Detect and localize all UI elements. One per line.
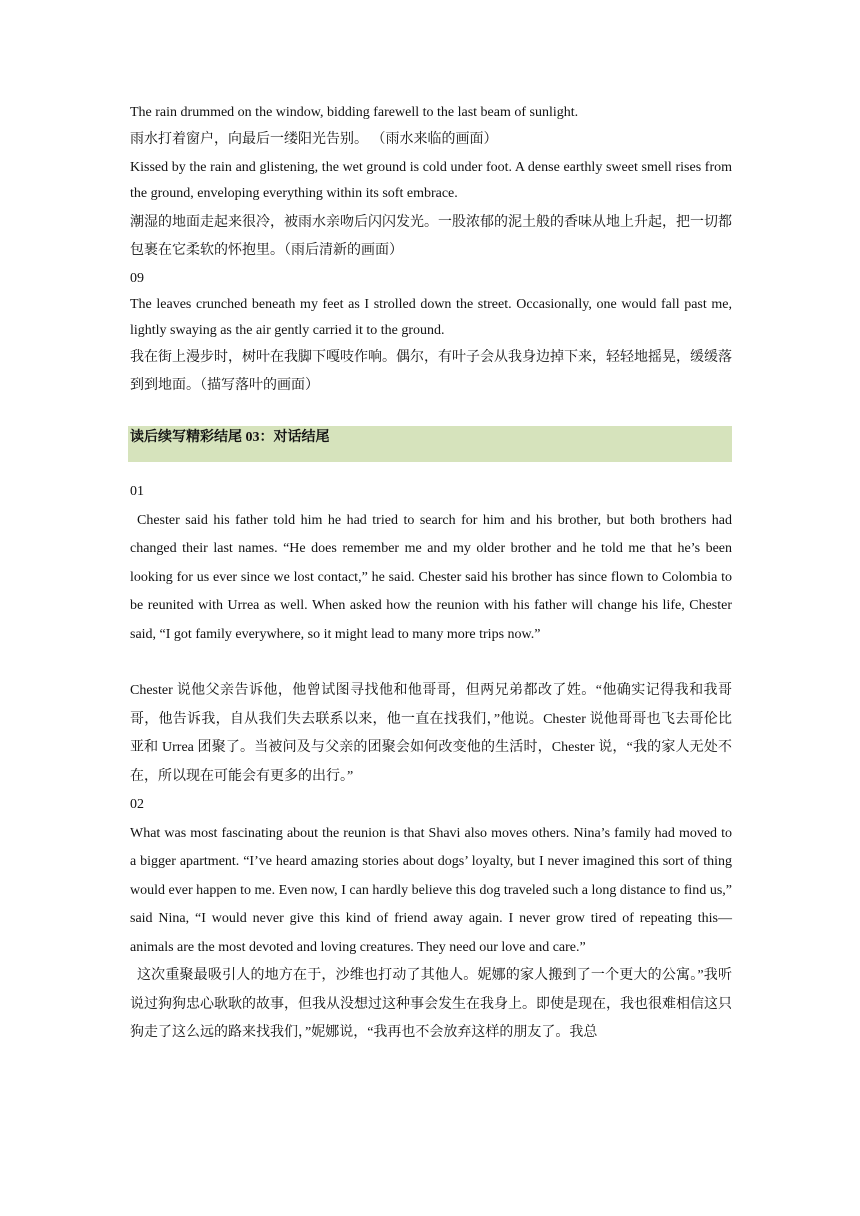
paragraph-01-zh: Chester 说他父亲告诉他，他曾试图寻找他和他哥哥，但两兄弟都改了姓。“他确实记得我和我哥哥，他告诉我，自从我们失去联系以来，他一直在找我们，”他说。Chester 说他哥哥也飞去哥伦比亚和 Urrea 团聚了。当被问及与父亲的团聚会如何改变他的生活时，Chester 说，“我的家人无处不在，所以现在可能会有更多的出行。”	[130, 683, 732, 784]
paragraph-leaves-zh: 我在街上漫步时，树叶在我脚下嘎吱作响。偶尔，有叶子会从我身边掉下来，轻轻地摇晃，缓缓落到到地面。（描写落叶的画面）	[130, 350, 732, 393]
section-header	[128, 426, 732, 462]
section-title: 读后续写精彩结尾 03：对话结尾	[130, 430, 330, 445]
paragraph-02-en: What was most fascinating about the reunion is that Shavi also moves others. Nina’s family had moved to a bigger apartment. “I’ve heard amazing stories about dogs’ loyalty, but I never imagined this sort of thing would ever happen to me. Even now, I can hardly believe this dog traveled such a long distance to find us,” said Nina, “I would never give this kind of friend away again. I never grow tired of repeating this—animals are the most devoted and loving creatures. They need our love and care.”	[130, 825, 732, 955]
paragraph-01-en: Chester said his father told him he had tried to search for him and his brother, but both brothers had changed their last names. “He does remember me and my older brother and he told me that he’s been looking for us ever since we lost contact,” he said. Chester said his brother has since flown to Colombia to be reunited with Urrea as well. When asked how the reunion with his father will change his life, Chester said, “I got family everywhere, so it might lead to many more trips now.”	[130, 512, 732, 642]
dialogue-endings-block	[130, 478, 732, 1048]
paragraph-ground-en: Kissed by the rain and glistening, the wet ground is cold under foot. A dense earthly sweet smell rises from the ground, enveloping everything within its soft embrace.	[130, 160, 732, 201]
paragraph-02-zh: 这次重聚最吸引人的地方在于，沙维也打动了其他人。妮娜的家人搬到了一个更大的公寓。”我听说过狗狗忠心耿耿的故事，但我从没想过这种事会发生在我身上。即使是现在，我也很难相信这只狗走了这么远的路来找我们，”妮娜说，“我再也不会放弃这样的朋友了。我总	[130, 968, 732, 1040]
paragraph-leaves-en: The leaves crunched beneath my feet as I strolled down the street. Occasionally, one would fall past me, lightly swaying as the air gently carried it to the ground.	[130, 297, 732, 338]
item-number-09: 09	[130, 271, 144, 286]
paragraph-rain-zh: 雨水打着窗户，向最后一缕阳光告别。 （雨水来临的画面）	[130, 132, 498, 147]
top-text-block	[130, 100, 732, 400]
item-number-02: 02	[130, 797, 144, 812]
spacer	[130, 649, 732, 677]
item-number-01: 01	[130, 484, 144, 499]
paragraph-rain-en: The rain drummed on the window, bidding farewell to the last beam of sunlight.	[130, 105, 579, 120]
paragraph-ground-zh: 潮湿的地面走起来很冷，被雨水亲吻后闪闪发光。一股浓郁的泥土般的香味从地上升起，把一切都包裹在它柔软的怀抱里。（雨后清新的画面）	[130, 215, 732, 258]
